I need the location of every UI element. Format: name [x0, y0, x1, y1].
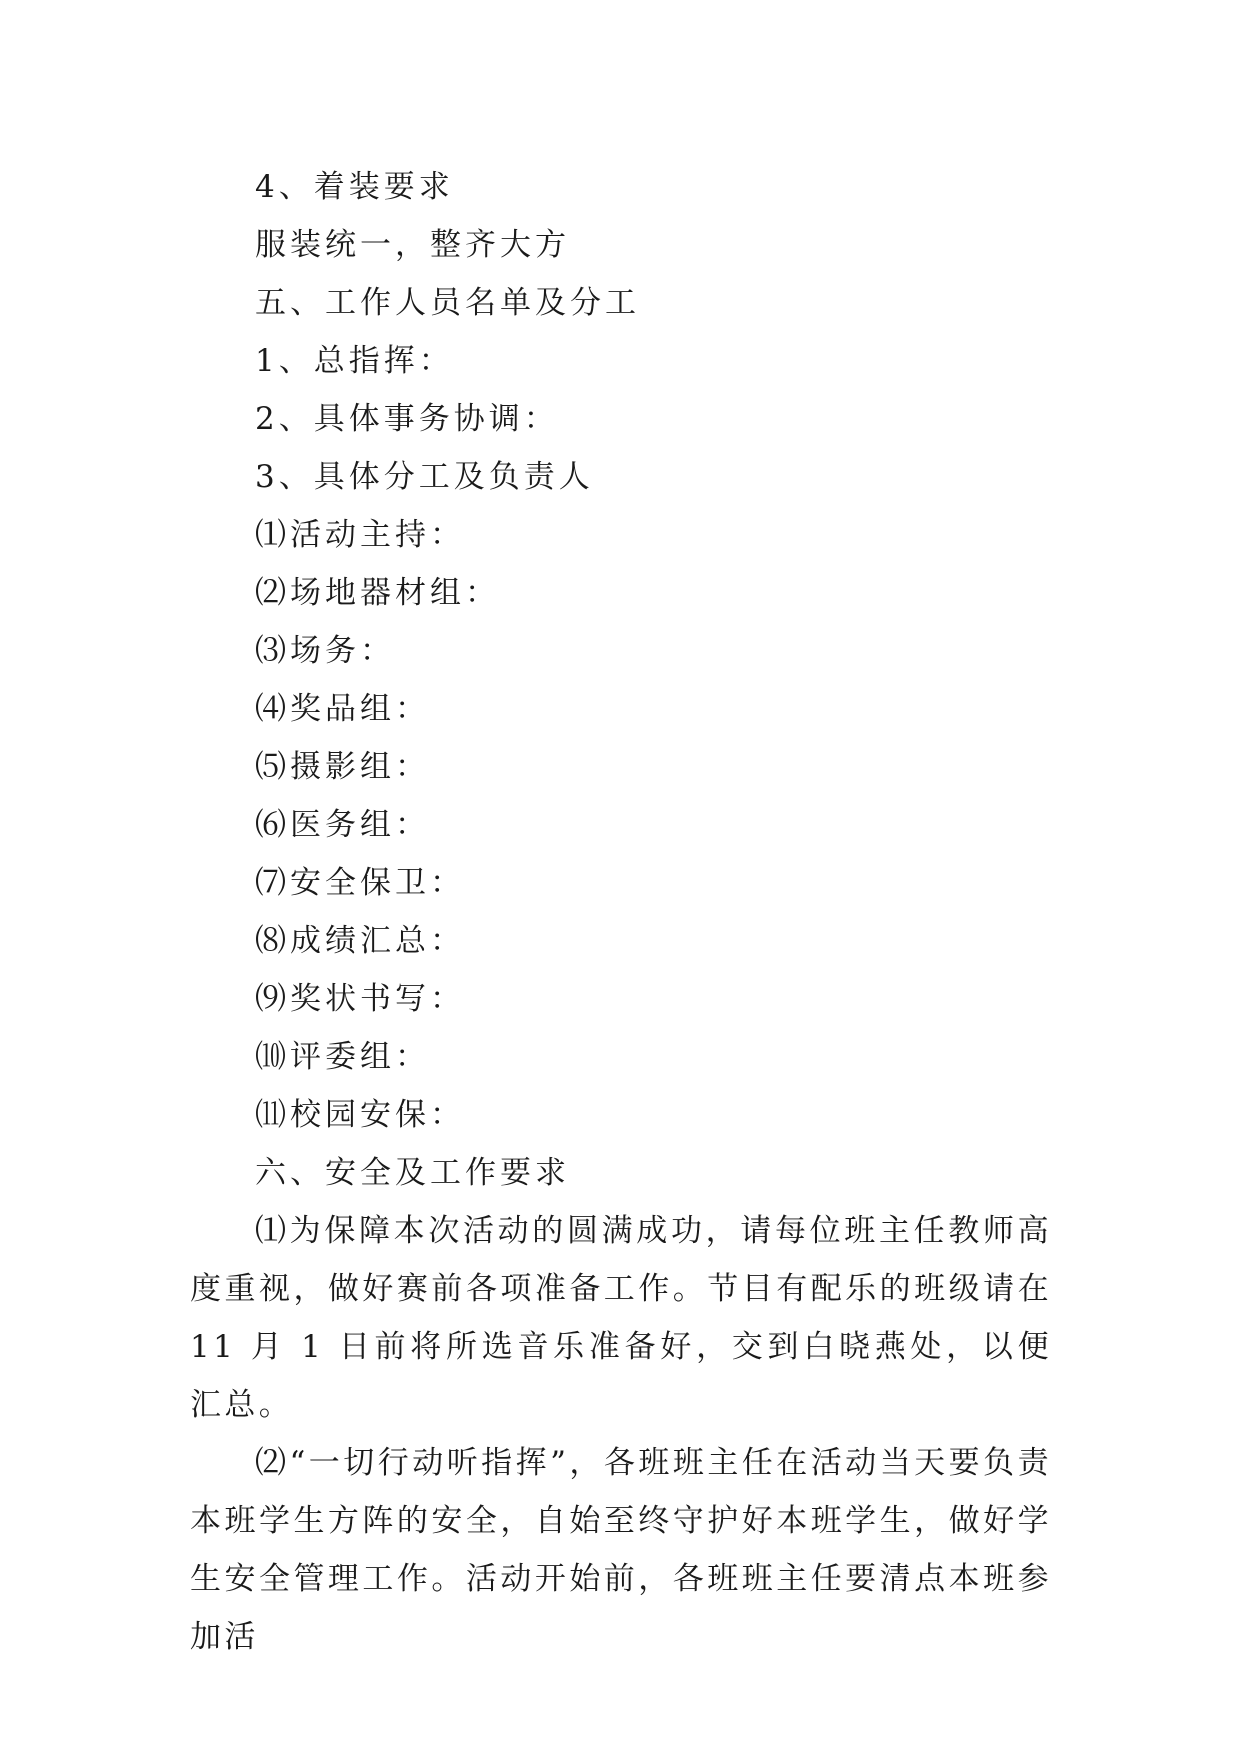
staff-item: 1、总指挥：: [255, 343, 454, 379]
staff-item: 2、具体事务协调：: [255, 401, 559, 437]
duty-item: ⑾校园安保：: [255, 1097, 465, 1133]
duty-item: ⑶场务：: [255, 633, 395, 669]
requirement-paragraph: ⑴为保障本次活动的圆满成功，请每位班主任教师高度重视，做好赛前各项准备工作。节目有配乐的班级请在 11 月 1 日前将所选音乐准备好，交到白晓燕处，以便汇总。: [190, 1213, 1052, 1423]
duty-item: ⑺安全保卫：: [255, 865, 465, 901]
section-heading: 五、工作人员名单及分工: [255, 285, 640, 321]
duty-item: ⑵场地器材组：: [255, 575, 500, 611]
duty-item: ⑻成绩汇总：: [255, 923, 465, 959]
document-body: [190, 158, 1052, 1666]
staff-item: 3、具体分工及负责人: [255, 459, 594, 495]
section-heading: 六、安全及工作要求: [255, 1155, 570, 1191]
section-item: 4、着装要求: [255, 169, 454, 205]
duty-item: ⑼奖状书写：: [255, 981, 465, 1017]
duty-item: ⑴活动主持：: [255, 517, 465, 553]
section-text: 服装统一，整齐大方: [255, 227, 570, 263]
duty-item: ⑹医务组：: [255, 807, 430, 843]
requirement-paragraph: ⑵“一切行动听指挥”，各班班主任在活动当天要负责本班学生方阵的安全，自始至终守护好本班学生，做好学生安全管理工作。活动开始前，各班班主任要清点本班参加活: [190, 1445, 1052, 1655]
duty-item: ⑽评委组：: [255, 1039, 430, 1075]
duty-item: ⑷奖品组：: [255, 691, 430, 727]
duty-item: ⑸摄影组：: [255, 749, 430, 785]
